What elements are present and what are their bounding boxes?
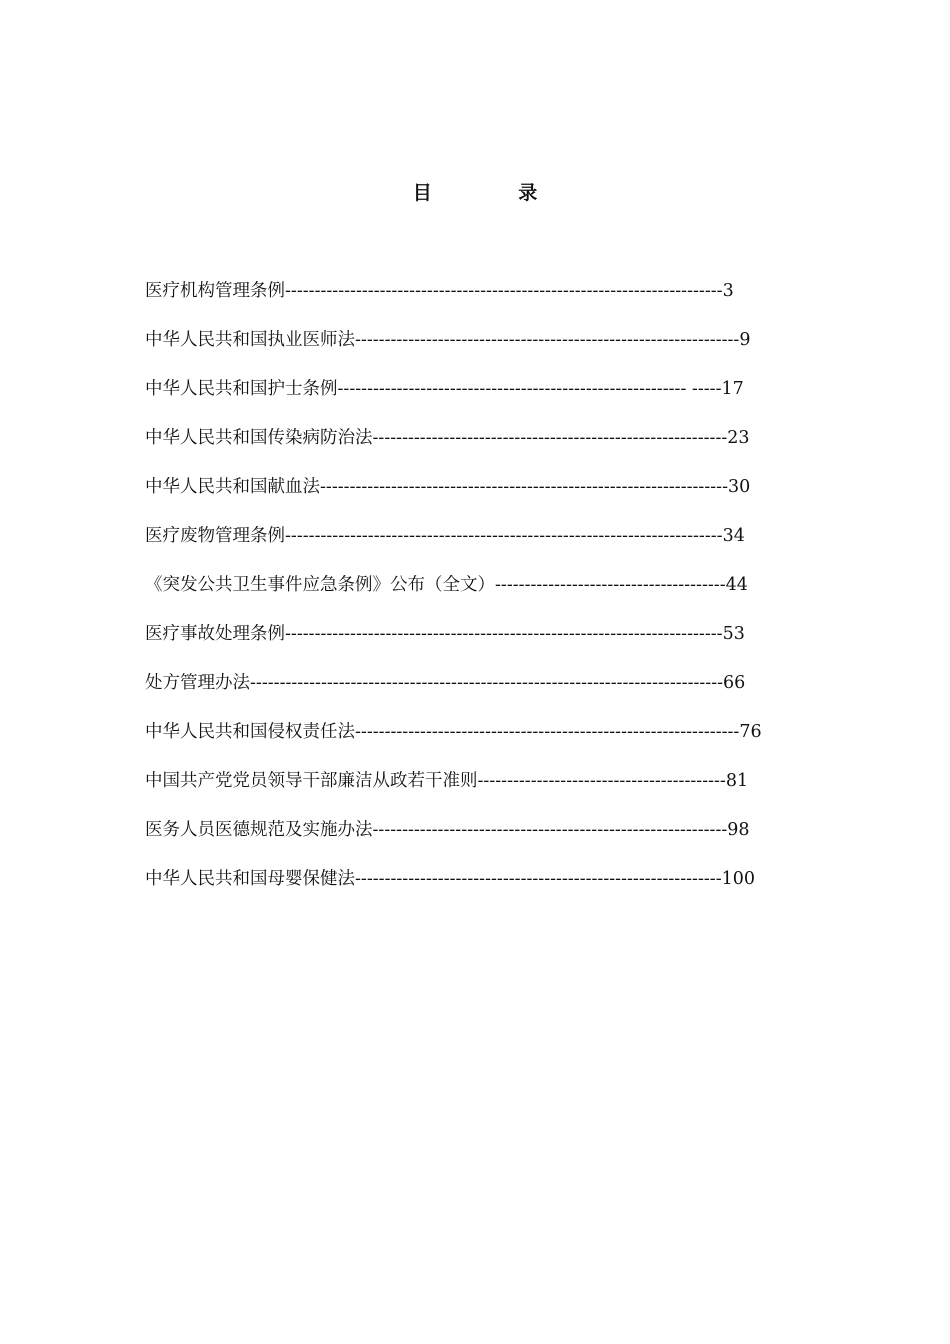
- toc-entry: 中华人民共和国执业医师法-----------------------------------------------------------------9: [145, 330, 751, 350]
- toc-entry: 《突发公共卫生事件应急条例》公布（全文）---------------------------------------44: [145, 575, 748, 595]
- toc-entry: 中华人民共和国护士条例----------------------------------------------------------- -----17: [145, 379, 744, 399]
- toc-entry: 中华人民共和国传染病防治法------------------------------------------------------------23: [145, 428, 750, 448]
- toc-entry: 中国共产党党员领导干部廉洁从政若干准则------------------------------------------81: [145, 771, 749, 791]
- toc-entry: 医疗废物管理条例--------------------------------------------------------------------------34: [145, 526, 745, 546]
- toc-entry: 中华人民共和国侵权责任法-----------------------------------------------------------------76: [145, 722, 762, 742]
- toc-title: 目 录: [412, 182, 578, 204]
- toc-list: [145, 276, 805, 913]
- toc-entry: 中华人民共和国献血法---------------------------------------------------------------------30: [145, 477, 751, 497]
- toc-entry: 处方管理办法--------------------------------------------------------------------------------66: [145, 673, 746, 693]
- toc-entry: 医疗事故处理条例--------------------------------------------------------------------------53: [145, 624, 745, 644]
- toc-entry: 医务人员医德规范及实施办法------------------------------------------------------------98: [145, 820, 750, 840]
- toc-entry: 医疗机构管理条例--------------------------------------------------------------------------3: [145, 281, 734, 301]
- toc-entry: 中华人民共和国母婴保健法--------------------------------------------------------------100: [145, 869, 756, 889]
